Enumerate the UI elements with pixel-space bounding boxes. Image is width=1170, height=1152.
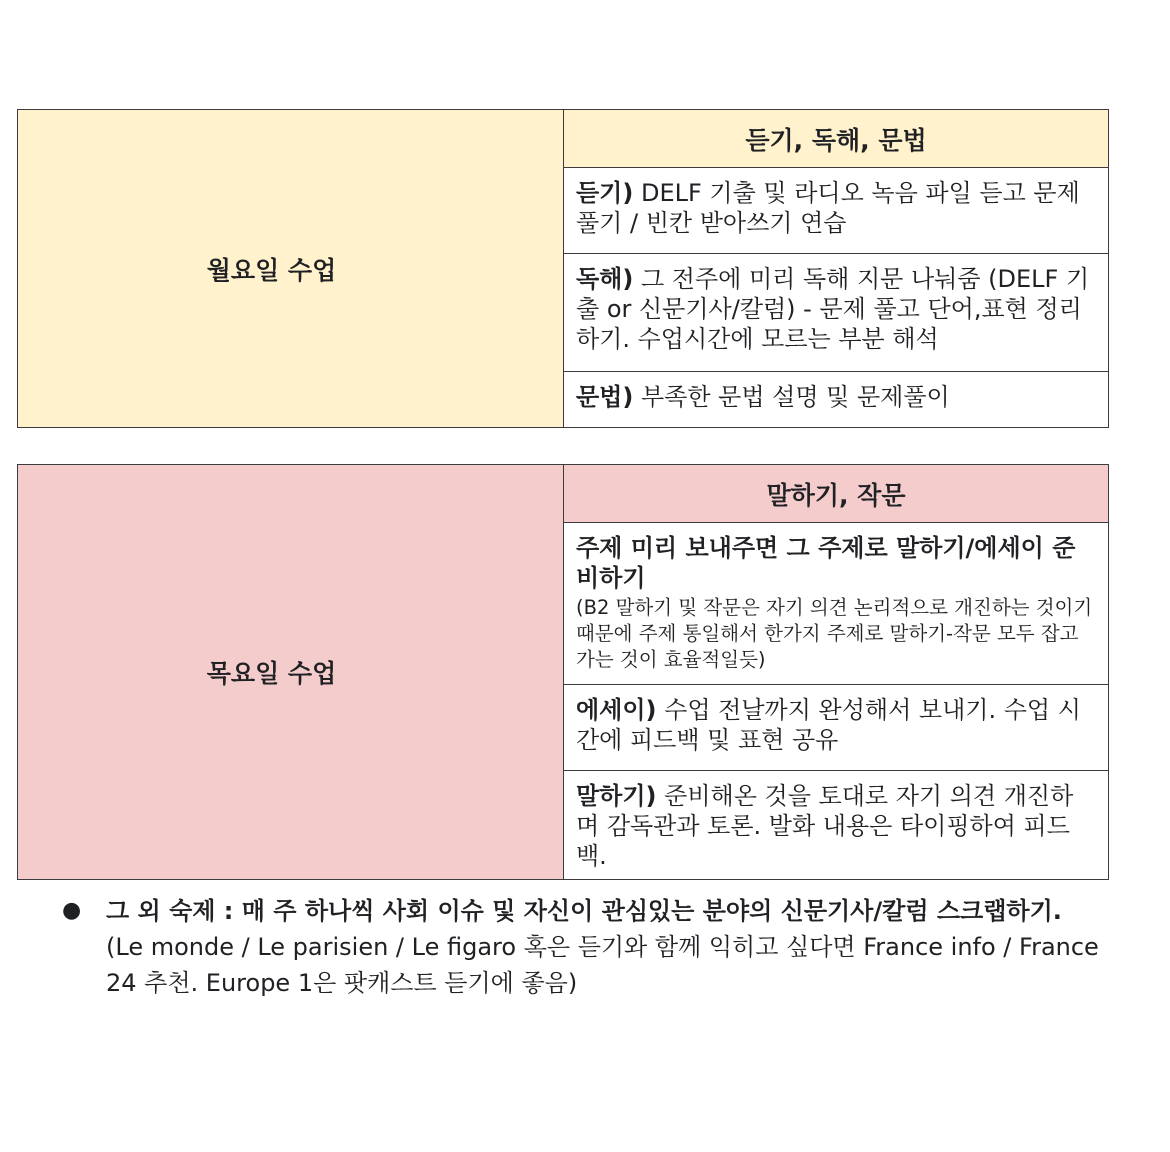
topic-lead: 주제 미리 보내주면 그 주제로 말하기/에세이 준비하기 [576,534,1076,592]
essay-lead: 에세이) [576,696,657,724]
speaking-lead: 말하기) [576,782,657,810]
homework-note-text [106,893,1118,1001]
monday-reading-cell [564,254,1109,372]
grammar-text: 부족한 문법 설명 및 문제풀이 [633,383,950,411]
speaking-text: 준비해온 것을 토대로 자기 의견 개진하며 감독관과 토론. 발화 내용은 타이핑하여 피드백. [576,782,1074,870]
thursday-day-label: 목요일 수업 [206,659,337,688]
listening-text: DELF 기출 및 라디오 녹음 파일 듣고 문제 풀기 / 빈칸 받아쓰기 연습 [576,179,1080,237]
homework-note [58,893,1118,1001]
monday-day-cell [18,110,564,428]
monday-grammar-cell [564,372,1109,428]
thursday-speaking-cell [564,771,1109,880]
homework-detail: (Le monde / Le parisien / Le figaro 혹은 듣기와 함께 익히고 싶다면 France info / France 24 추천. Europe 1은 팟캐스트 듣기에 좋음) [106,933,1099,997]
listening-lead: 듣기) [576,179,634,207]
thursday-topic-cell [564,523,1109,685]
monday-listening-cell [564,168,1109,254]
thursday-header-cell: 말하기, 작문 [564,465,1109,523]
reading-lead: 독해) [576,265,634,293]
thursday-essay-cell [564,685,1109,771]
essay-text: 수업 전날까지 완성해서 보내기. 수업 시간에 피드백 및 표현 공유 [576,696,1081,754]
monday-header-cell: 듣기, 독해, 문법 [564,110,1109,168]
monday-schedule-table [17,109,1109,428]
topic-note: (B2 말하기 및 작문은 자기 의견 논리적으로 개진하는 것이기 때문에 주제 통일해서 한가지 주제로 말하기-작문 모두 잡고가는 것이 효율적일듯) [576,596,1093,671]
thursday-day-cell [18,465,564,880]
grammar-lead: 문법) [576,383,634,411]
homework-strong: 그 외 숙제 : 매 주 하나씩 사회 이슈 및 자신이 관심있는 분야의 신문기사/칼럼 스크랩하기. [106,897,1062,925]
monday-day-label: 월요일 수업 [206,255,337,285]
bullet-icon: ● [62,898,82,923]
thursday-schedule-table [17,464,1109,880]
reading-text: 그 전주에 미리 독해 지문 나눠줌 (DELF 기출 or 신문기사/칼럼) - 문제 풀고 단어,표현 정리하기. 수업시간에 모르는 부분 해석 [576,265,1090,353]
